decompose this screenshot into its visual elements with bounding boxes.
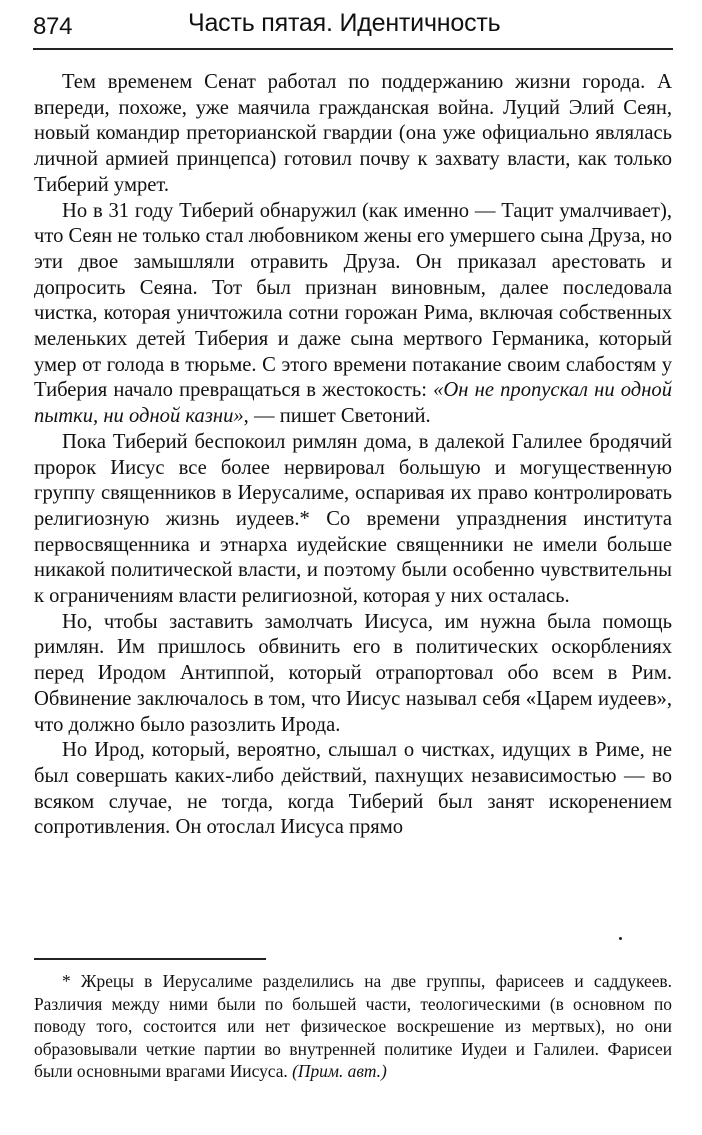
- paragraph-5: Но Ирод, который, вероятно, слышал о чистках, идущих в Риме, не был совершать каких-либо действий, пахнущих независимостью — во всяком случае, не тогда, когда Тиберий был занят искоренением сопротивления. Он отослал Иисуса прямо: [34, 739, 672, 839]
- footnote: [34, 970, 672, 1083]
- paragraph-4: Но, чтобы заставить замолчать Иисуса, им нужна была помощь римлян. Им пришлось обвинить его в политических оскорблениях перед Иродом Антиппой, который отрапортовал обо всем в Рим. Обвинение заключалось в том, что Иисус называл себя «Царем иудеев», что должно было разозлить Ирода.: [34, 610, 672, 736]
- footnote-text: * Жрецы в Иерусалиме разделились на две группы, фарисеев и саддукеев. Различия между ними были по большей части, теологическими (в основном по поводу того, состоится или нет физическое воскрешение из мертвых), но они образовывали четкие партии во внутренней политике Иудеи и Галилеи. Фарисеи были основными врагами Иисуса.: [34, 971, 672, 1082]
- body-text: [34, 70, 672, 841]
- footnote-paragraph: [34, 970, 672, 1083]
- paragraph-3: Пока Тиберий беспокоил римлян дома, в далекой Галилее бродячий пророк Иисус все более нервировал большую и могущественную группу священников в Иерусалиме, оспаривая их право контролировать религиозную жизнь иудеев.* Со времени упразднения института первосвященника и этнарха иудейские священники не имели больше никакой политической власти, и поэтому были особенно чувствительны к ограничениям власти религиозной, которая у них осталась.: [34, 430, 672, 608]
- footnote-author-note: (Прим. авт.): [292, 1061, 387, 1082]
- paragraph-2-attribution: , — пишет Светоний.: [243, 405, 431, 428]
- page-number: 874: [33, 13, 73, 40]
- paragraph-2-text: Но в 31 году Тиберий обнаружил (как именно — Тацит умалчивает), что Сеян не только стал любовником жены его умершего сына Друза, но эти двое замышляли отравить Друза. Он приказал арестовать и допросить Сеяна. Тот был признан виновным, далее последовала чистка, которая уничтожила сотни горожан Рима, включая собственных меленьких детей Тиберия и даже сына мертвого Германика, который умер от голода в тюрьме. С этого времени потакание своим слабостям у Тиберия начало превращаться в жестокость:: [34, 199, 672, 402]
- paragraph-2: [34, 199, 672, 430]
- suetonius-quote: «Он не пропускал ни одной пытки, ни одной казни»: [34, 379, 672, 428]
- header-rule: [33, 48, 673, 50]
- running-title: Часть пятая. Идентичность: [188, 9, 501, 37]
- paragraph-1: Тем временем Сенат работал по поддержанию жизни города. А впереди, похоже, уже маячила гражданская война. Луций Элий Сеян, новый командир преторианской гвардии (она уже официально являлась личной армией принцепса) готовил почву к захвату власти, как только Тиберий умрет.: [34, 71, 672, 196]
- stray-dot: [619, 937, 622, 940]
- footnote-rule: [34, 958, 266, 960]
